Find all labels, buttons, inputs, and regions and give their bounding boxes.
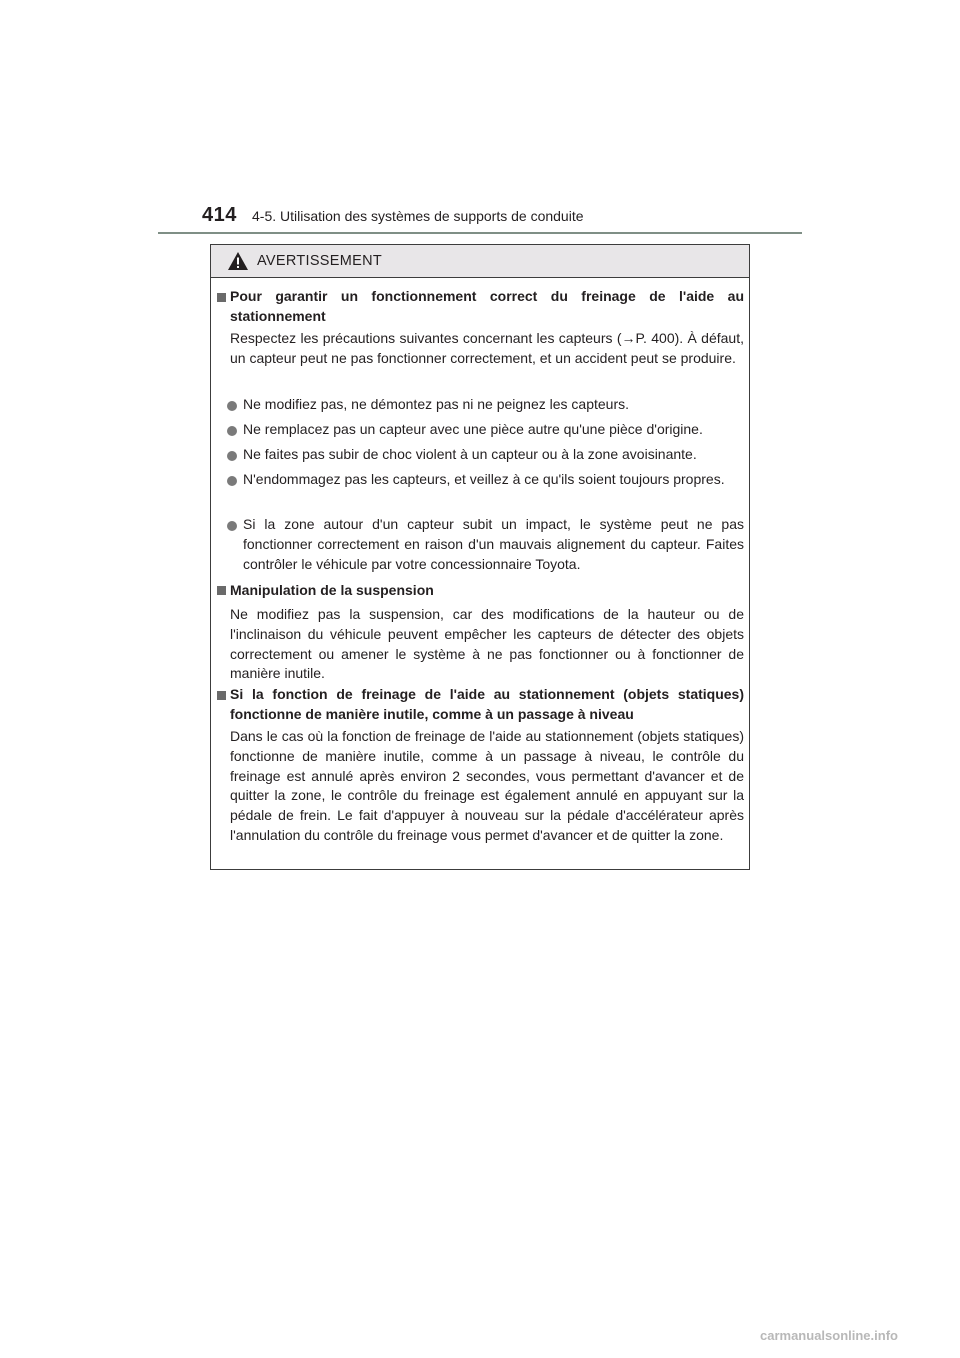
- section-marker: [217, 293, 226, 302]
- section-marker: [217, 691, 226, 700]
- bullet-item: Ne modifiez pas, ne démontez pas ni ne peignez les capteurs.: [243, 396, 630, 412]
- header-rule: [158, 232, 802, 234]
- bullet-dot: [227, 451, 237, 461]
- bullet-dot: [227, 476, 237, 486]
- bullet-item: Ne remplacez pas un capteur avec une pièce autre qu'une pièce d'origine.: [243, 421, 703, 437]
- section-marker: [217, 586, 226, 595]
- section-heading: Manipulation de la suspension: [230, 582, 434, 598]
- warning-triangle-icon: [227, 251, 249, 271]
- bullet-item: Si la zone autour d'un capteur subit un impact, le système peut ne pas fonctionner correctement en raison d'un mauvais alignement du capteur. Faites contrôler le véhicule par votre concessionnaire Toyota.: [243, 516, 744, 572]
- site-watermark: carmanualsonline.info: [760, 1328, 898, 1343]
- section-paragraph: Respectez les précautions suivantes concernant les capteurs (→P. 400). À défaut, un capteur peut ne pas fonctionner correctement, et un accident peut se produire.: [230, 330, 744, 366]
- warning-box: [210, 244, 750, 870]
- bullet-dot: [227, 401, 237, 411]
- section-heading: Pour garantir un fonctionnement correct du freinage de l'aide au stationnement: [230, 288, 744, 324]
- warning-title: AVERTISSEMENT: [257, 253, 383, 269]
- warning-header: [211, 245, 749, 278]
- section-title: 4-5. Utilisation des systèmes de supports de conduite: [252, 208, 584, 224]
- section-paragraph: Dans le cas où la fonction de freinage de l'aide au stationnement (objets statiques) fonctionne de manière inutile, comme à un passage à niveau, le contrôle du freinage est annulé après environ 2 secondes, vous permettant d'avancer et de quitter la zone, le contrôle du freinage est également annulé en appuyant sur la pédale de frein. Le fait d'appuyer à nouveau sur la pédale d'accélérateur après l'annulation du contrôle du freinage vous permet d'avancer et de quitter la zone.: [230, 728, 744, 843]
- page-number: 414: [202, 204, 237, 226]
- bullet-dot: [227, 521, 237, 531]
- bullet-item: N'endommagez pas les capteurs, et veillez à ce qu'ils soient toujours propres.: [243, 471, 725, 487]
- bullet-item: Ne faites pas subir de choc violent à un capteur ou à la zone avoisinante.: [243, 446, 697, 462]
- page-header: [202, 204, 802, 234]
- bullet-dot: [227, 426, 237, 436]
- section-heading: Si la fonction de freinage de l'aide au stationnement (objets statiques) fonctionne de manière inutile, comme à un passage à niveau: [230, 686, 744, 722]
- section-paragraph: Ne modifiez pas la suspension, car des modifications de la hauteur ou de l'inclinaison du véhicule peuvent empêcher les capteurs de détecter des objets correctement ou amener le système à ne pas fonctionner ou à fonctionner de manière inutile.: [230, 606, 744, 682]
